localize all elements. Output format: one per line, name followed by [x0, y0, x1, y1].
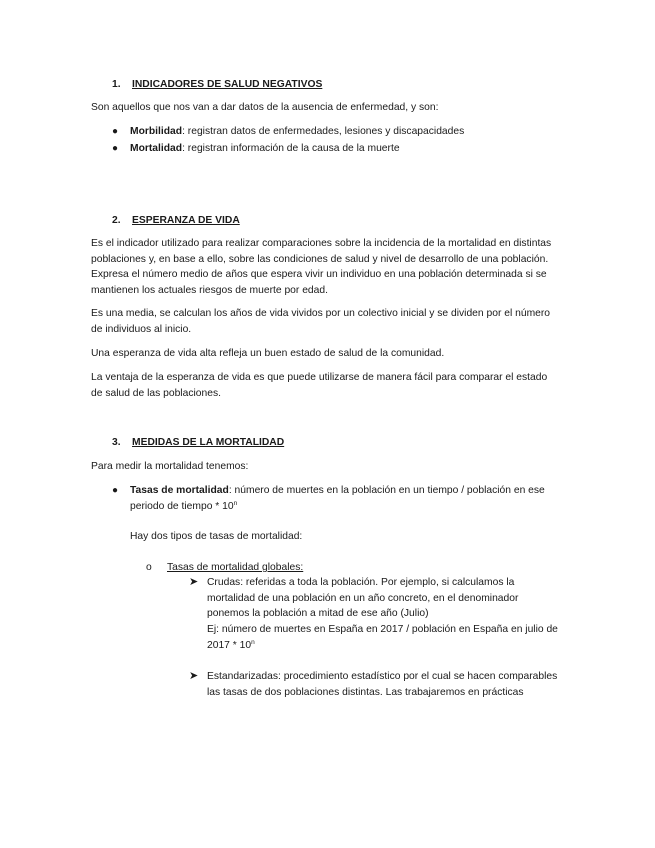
item-example: Ej: número de muertes en España en 2017 / población en España en julio de 2017 * 10: [207, 624, 558, 651]
section-title: ESPERANZA DE VIDA: [132, 215, 240, 226]
paragraph: La ventaja de la esperanza de vida es que puede utilizarse de manera fácil para comparar el estado de salud de las poblaciones.: [91, 372, 548, 399]
section-title: MEDIDAS DE LA MORTALIDAD: [132, 437, 285, 448]
section-3-heading: [112, 435, 284, 451]
section-1-intro: Son aquellos que nos van a dar datos de la ausencia de enfermedad, y son:: [91, 102, 439, 113]
bullet-term: Morbilidad: [130, 126, 183, 137]
arrow-bullet-icon: ➤: [189, 576, 199, 588]
list-item: [189, 575, 559, 654]
section-number: 3.: [112, 437, 121, 448]
item-text: Crudas: referidas a toda la población. Por ejemplo, si calculamos la mortalidad de una población en un año concreto, en el denominador ponemos la población a mitad de ese año (Julio): [207, 577, 519, 620]
list-item: [189, 669, 559, 700]
exponent: n: [251, 638, 255, 646]
bullet-text: : registran información de la causa de la muerte: [182, 143, 400, 154]
bullet-icon: ●: [112, 126, 119, 137]
bullet-term: Tasas de mortalidad: [130, 485, 229, 496]
section-3-intro: Para medir la mortalidad tenemos:: [91, 461, 249, 472]
exponent: n: [233, 499, 238, 507]
paragraph: Una esperanza de vida alta refleja un buen estado de salud de la comunidad.: [91, 348, 445, 359]
list-item: [112, 483, 567, 514]
section-1-heading: [112, 77, 322, 93]
paragraph: Es el indicador utilizado para realizar comparaciones sobre la incidencia de la mortalidad en distintas poblaciones y, en base a ello, sobre las condiciones de salud y nivel de desarrollo de una población. Expresa el número medio de años que espera vivir un individuo en una población determinada si se mantienen los actuales riesgos de muerte por edad.: [91, 238, 552, 297]
paragraph: Es una media, se calculan los años de vida vividos por un colectivo inicial y se dividen por el número de individuos al inicio.: [91, 308, 551, 335]
section-number: 1.: [112, 79, 121, 90]
types-text: Hay dos tipos de tasas de mortalidad:: [130, 531, 303, 542]
section-title: INDICADORES DE SALUD NEGATIVOS: [132, 79, 323, 90]
bullet-icon: ●: [112, 485, 119, 496]
item-text: Estandarizadas: procedimiento estadístico por el cual se hacen comparables las tasas de dos poblaciones distintas. Las trabajaremos en prácticas: [207, 671, 558, 698]
bullet-term: Mortalidad: [130, 143, 183, 154]
bullet-icon: ●: [112, 143, 119, 154]
section-number: 2.: [112, 215, 121, 226]
arrow-bullet-icon: ➤: [189, 670, 199, 682]
sub-list-title: Tasas de mortalidad globales:: [167, 562, 304, 573]
circle-bullet-icon: o: [146, 562, 152, 573]
section-2-heading: [112, 213, 240, 229]
bullet-text: : número de muertes en la población en un tiempo / población en ese periodo de tiempo * 10: [130, 485, 545, 512]
bullet-text: : registran datos de enfermedades, lesiones y discapacidades: [182, 126, 465, 137]
